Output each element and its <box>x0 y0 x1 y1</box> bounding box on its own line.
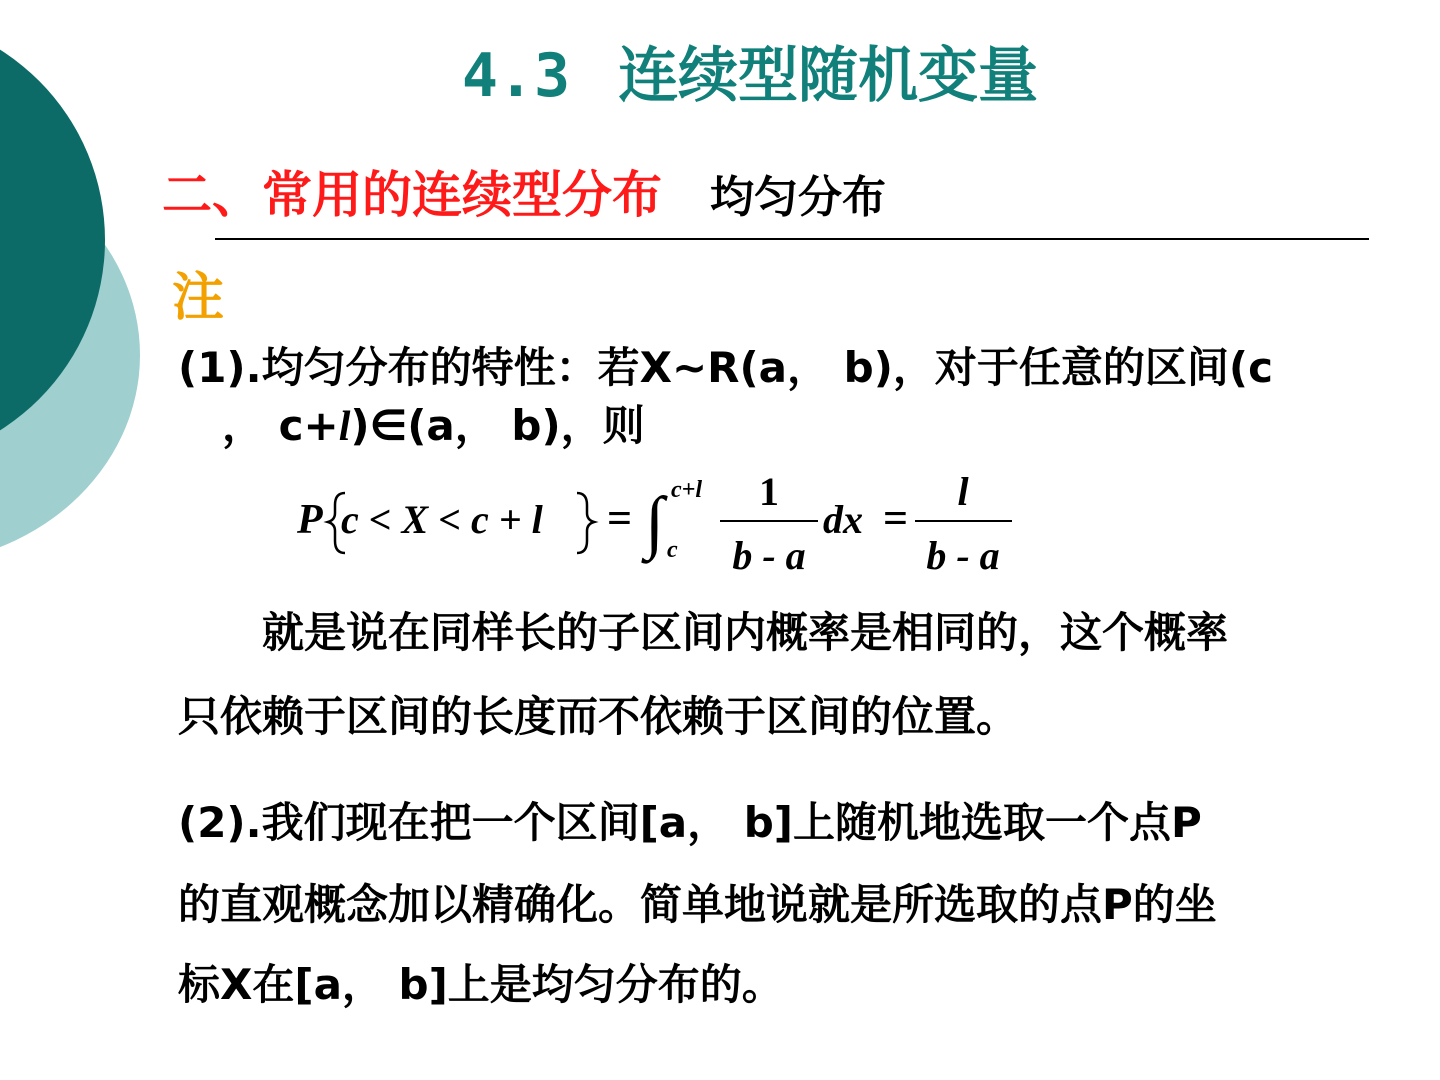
formula-result-numerator: l <box>957 469 969 514</box>
point1-explanation-line2: 只依赖于区间的长度而不依赖于区间的位置。 <box>178 692 1019 741</box>
section-heading <box>162 155 886 227</box>
point1-line2-prefix: ， c+ <box>222 401 339 450</box>
point2-line2: 的直观概念加以精确化。简单地说就是所选取的点P的坐 <box>178 880 1217 929</box>
section-title: 二、常用的连续型分布 <box>162 166 662 224</box>
slide-title-text: 连续型随机变量 <box>618 41 1039 111</box>
formula-equals-2: = <box>883 494 909 543</box>
note-label: 注 <box>172 268 225 328</box>
point1-explanation-line1: 就是说在同样长的子区间内概率是相同的，这个概率 <box>262 608 1229 657</box>
formula-P: P <box>297 497 323 543</box>
point1-line2 <box>222 393 1440 453</box>
divider-line <box>215 238 1369 240</box>
formula-svg <box>295 465 1035 585</box>
slide-title <box>0 28 1440 114</box>
point1-line1: (1).均匀分布的特性：若X~R(a， b)，对于任意的区间(c <box>178 343 1273 392</box>
formula-dx: dx <box>823 497 863 542</box>
uniform-probability-formula <box>295 465 1035 585</box>
formula-integrand-denominator: b - a <box>732 533 806 578</box>
formula-lower-limit: c <box>667 537 678 563</box>
formula-lhs-inner: c < X < c + l <box>341 497 543 542</box>
formula-integral-sign: ∫ <box>645 484 665 561</box>
point2-line3: 标X在[a， b]上是均匀分布的。 <box>178 960 784 1009</box>
formula-right-brace <box>577 493 594 553</box>
formula-equals-1: = <box>607 494 633 543</box>
formula-result-denominator: b - a <box>926 533 1000 578</box>
formula-upper-limit: c+l <box>671 477 702 503</box>
formula-integrand-numerator: 1 <box>759 469 779 514</box>
point1-line2-suffix: )∈(a， b)，则 <box>350 401 645 450</box>
point1-line2-l: l <box>338 404 351 450</box>
section-subtitle: 均匀分布 <box>710 172 886 223</box>
point2-line1: (2).我们现在把一个区间[a， b]上随机地选取一个点P <box>178 798 1202 847</box>
slide-title-number: 4.3 <box>461 41 571 111</box>
